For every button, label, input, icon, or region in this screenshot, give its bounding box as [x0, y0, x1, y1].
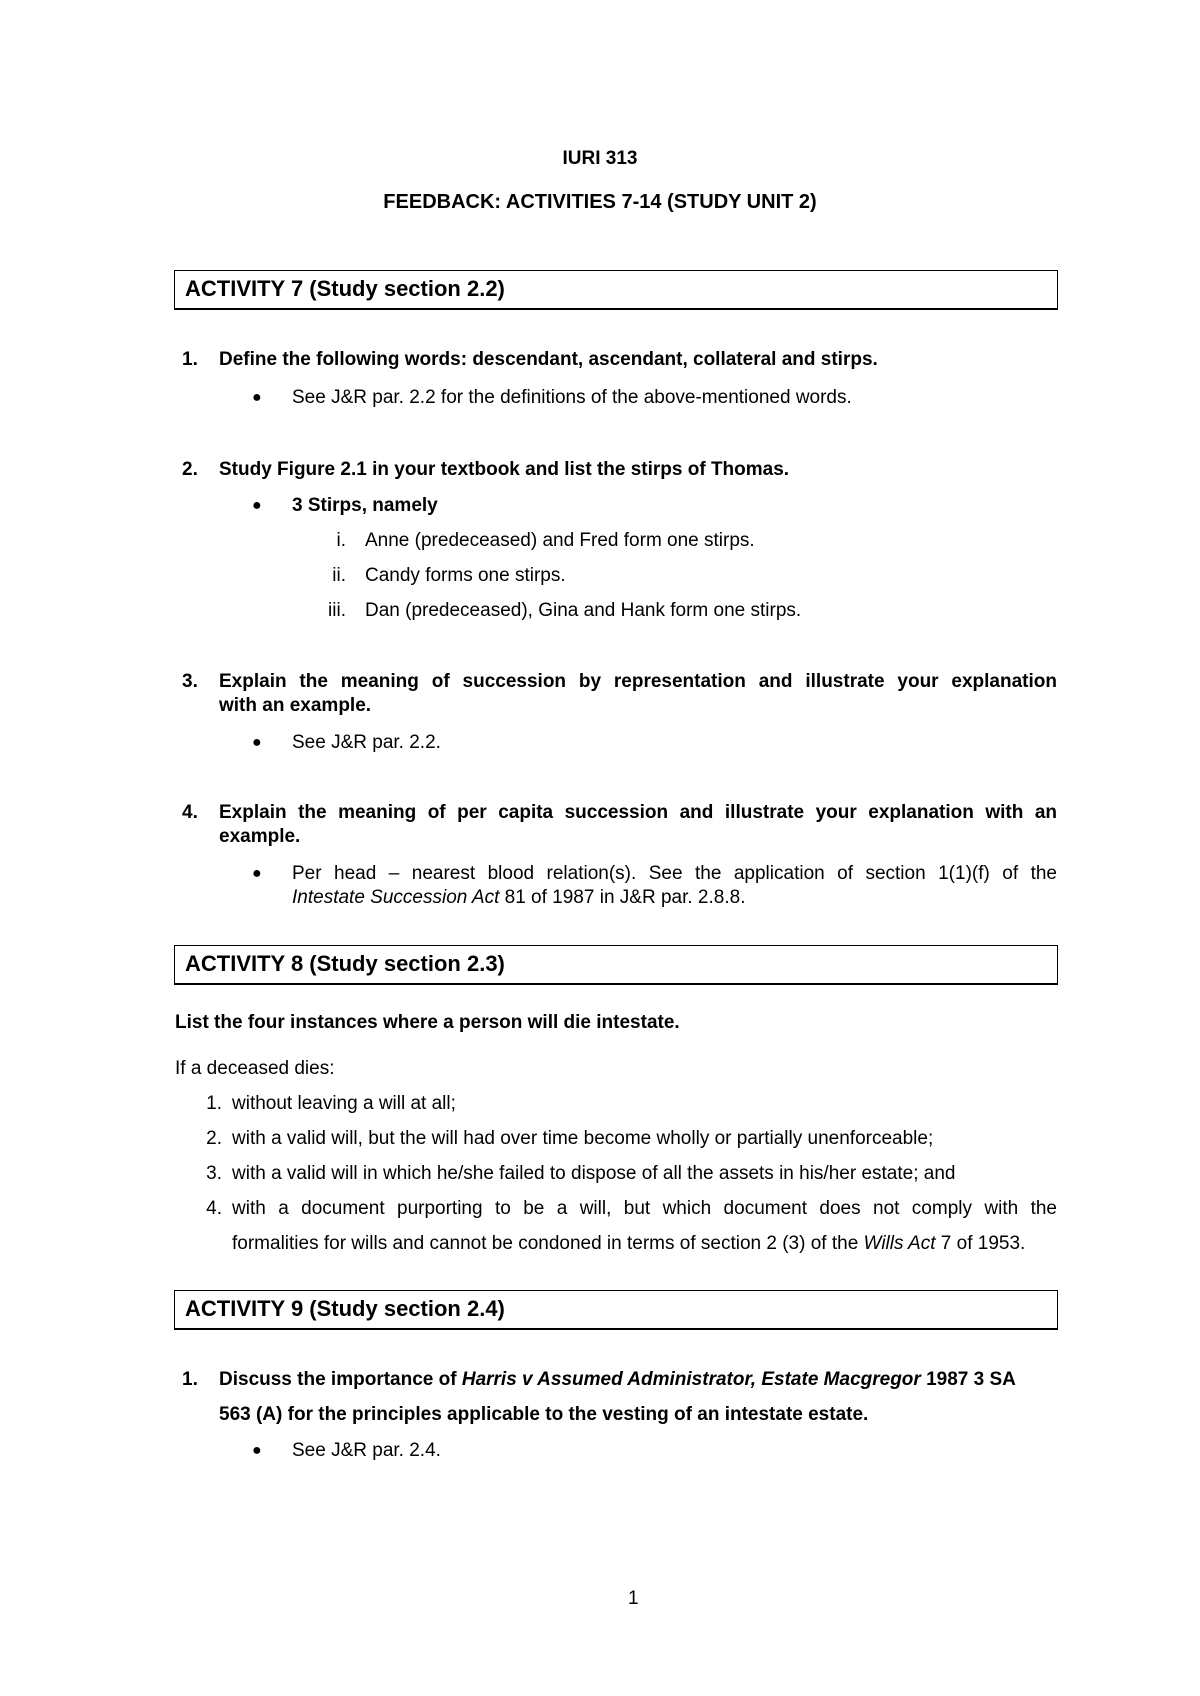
activity-7-q3-number: 3. [182, 671, 198, 692]
list-marker: 1. [206, 1093, 222, 1114]
question-start: Discuss the importance of [219, 1369, 462, 1390]
statute-title: Wills Act [863, 1233, 936, 1254]
list-item: Dan (predeceased), Gina and Hank form one stirps. [365, 600, 802, 621]
list-marker: iii. [328, 600, 346, 621]
activity-7-heading: ACTIVITY 7 (Study section 2.2) [185, 276, 505, 301]
list-item: Candy forms one stirps. [365, 565, 566, 586]
activity-7-q4-answer-line2 [292, 886, 745, 910]
activity-7-q3-question-line2: with an example. [219, 695, 372, 716]
activity-7-q3-answer: See J&R par. 2.2. [292, 732, 441, 753]
page-number: 1 [628, 1588, 639, 1609]
activity-7-q1-question: Define the following words: descendant, ascendant, collateral and stirps. [219, 349, 878, 370]
bullet-icon: ● [252, 734, 262, 751]
activity-8-question: List the four instances where a person will die intestate. [175, 1012, 680, 1033]
activity-7-q4-answer-line1: Per head – nearest blood relation(s). See the application of section 1(1)(f) of the [292, 863, 1057, 884]
activity-7-q4-question-line2: example. [219, 826, 301, 847]
list-item-continuation [232, 1232, 1025, 1256]
list-item: with a document purporting to be a will, but which document does not comply with the [232, 1198, 1057, 1219]
list-marker: 2. [206, 1128, 222, 1149]
activity-9-q1-question-line1 [219, 1368, 1016, 1392]
statute-reference: 81 of 1987 in J&R par. 2.8.8. [499, 887, 746, 908]
document-title: FEEDBACK: ACTIVITIES 7-14 (STUDY UNIT 2) [383, 191, 817, 213]
bullet-icon: ● [252, 497, 262, 514]
statute-reference: 7 of 1953. [935, 1233, 1026, 1254]
list-item: Anne (predeceased) and Fred form one stirps. [365, 530, 755, 551]
activity-9-q1-question-line2: 563 (A) for the principles applicable to the vesting of an intestate estate. [219, 1404, 869, 1425]
activity-7-q4-question-line1: Explain the meaning of per capita succession and illustrate your explanation with an [219, 802, 1057, 823]
list-marker: 4. [206, 1198, 222, 1219]
activity-7-q2-question: Study Figure 2.1 in your textbook and list the stirps of Thomas. [219, 459, 790, 480]
bullet-icon: ● [252, 865, 262, 882]
activity-9-heading: ACTIVITY 9 (Study section 2.4) [185, 1296, 505, 1321]
activity-7-q2-answer-lead: 3 Stirps, namely [292, 495, 438, 516]
activity-8-box [174, 945, 1058, 985]
activity-8-heading: ACTIVITY 8 (Study section 2.3) [185, 951, 505, 976]
bullet-icon: ● [252, 1442, 262, 1459]
activity-7-q4-number: 4. [182, 802, 198, 823]
course-code: IURI 313 [562, 148, 638, 169]
list-marker: i. [336, 530, 346, 551]
activity-9-q1-number: 1. [182, 1369, 198, 1390]
item-4-line2-start: formalities for wills and cannot be condoned in terms of section 2 (3) of the [232, 1233, 864, 1254]
activity-7-box [174, 270, 1058, 310]
activity-9-q1-answer: See J&R par. 2.4. [292, 1440, 441, 1461]
statute-title: Intestate Succession Act [292, 887, 500, 908]
activity-7-q2-number: 2. [182, 459, 198, 480]
activity-9-box [174, 1290, 1058, 1330]
list-item: with a valid will in which he/she failed to dispose of all the assets in his/her estate; and [232, 1163, 956, 1184]
list-item: with a valid will, but the will had over time become wholly or partially unenforceable; [232, 1128, 934, 1149]
case-name: Harris v Assumed Administrator, Estate Macgregor [461, 1369, 921, 1390]
list-marker: ii. [332, 565, 346, 586]
list-item: without leaving a will at all; [232, 1093, 456, 1114]
case-citation: 1987 3 SA [920, 1369, 1016, 1390]
list-marker: 3. [206, 1163, 222, 1184]
activity-8-intro: If a deceased dies: [175, 1058, 335, 1079]
activity-7-q3-question-line1: Explain the meaning of succession by representation and illustrate your explanation [219, 671, 1057, 692]
bullet-icon: ● [252, 389, 262, 406]
activity-7-q1-answer: See J&R par. 2.2 for the definitions of the above-mentioned words. [292, 387, 852, 408]
activity-7-q1-number: 1. [182, 349, 198, 370]
